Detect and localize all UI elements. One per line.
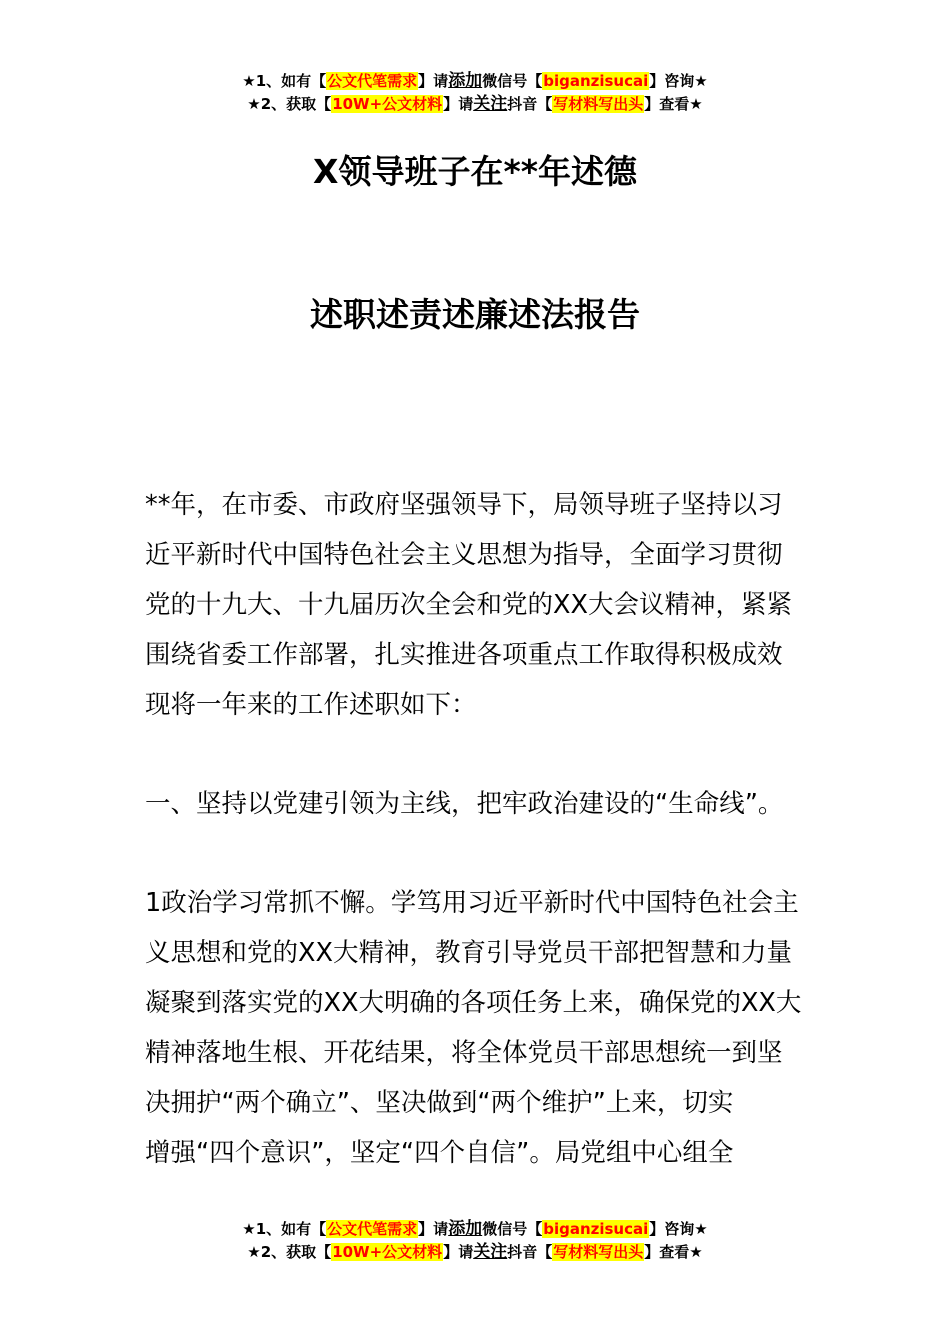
- banner-line-1: [0, 1218, 950, 1241]
- banner-text: ★2、获取【: [247, 95, 332, 113]
- paragraph-line: 党的十九大、十九届历次全会和党的XX大会议精神，紧紧: [145, 590, 792, 620]
- banner-text-add: 添加: [448, 1219, 483, 1239]
- bottom-banner: [0, 1218, 950, 1264]
- paragraph-line: 凝聚到落实党的XX大明确的各项任务上来，确保党的XX大: [145, 988, 802, 1018]
- highlight-wechat-id: biganzisucai: [543, 1220, 649, 1238]
- highlight-materials: 10W+公文材料: [332, 1243, 443, 1261]
- highlight-wechat-id: biganzisucai: [543, 72, 649, 90]
- paragraph-line: 决拥护“两个确立”、坚决做到“两个维护”上来，切实: [145, 1088, 734, 1118]
- banner-text: 微信号【: [482, 72, 543, 90]
- banner-line-2: [0, 1241, 950, 1264]
- highlight-materials: 10W+公文材料: [332, 95, 443, 113]
- highlight-writing-service: 公文代笔需求: [327, 1220, 418, 1238]
- paragraph-line: 义思想和党的XX大精神，教育引导党员干部把智慧和力量: [145, 938, 792, 968]
- highlight-douyin-account: 写材料写出头: [553, 1243, 644, 1261]
- item-1-paragraph: [145, 878, 810, 1178]
- paragraph-line: 近平新时代中国特色社会主义思想为指导，全面学习贯彻: [145, 540, 783, 570]
- banner-text: 】查看★: [644, 1243, 703, 1261]
- highlight-douyin-account: 写材料写出头: [553, 95, 644, 113]
- banner-text: ★1、如有【: [242, 72, 327, 90]
- intro-paragraph: [145, 480, 810, 730]
- banner-text: 】请: [443, 1243, 474, 1261]
- paragraph-line: 1政治学习常抓不懈。学笃用习近平新时代中国特色社会主: [145, 888, 799, 918]
- document-title-line-2: 述职述责述廉述法报告: [310, 295, 640, 334]
- banner-text: 抖音【: [507, 1243, 553, 1261]
- paragraph-line: 精神落地生根、开花结果，将全体党员干部思想统一到坚: [145, 1038, 783, 1068]
- paragraph-line: 现将一年来的工作述职如下：: [145, 690, 477, 720]
- banner-text: ★2、获取【: [247, 1243, 332, 1261]
- top-banner: [0, 70, 950, 116]
- document-title-line-1: X领导班子在**年述德: [313, 152, 637, 191]
- section-heading-1: 一、坚持以党建引领为主线，把牢政治建设的“生命线”。: [145, 789, 784, 819]
- paragraph-line: **年，在市委、市政府坚强领导下，局领导班子坚持以习: [145, 490, 783, 520]
- highlight-writing-service: 公文代笔需求: [327, 72, 418, 90]
- banner-text: 】请: [443, 95, 474, 113]
- paragraph-line: 增强“四个意识”，坚定“四个自信”。局党组中心组全: [145, 1138, 734, 1168]
- banner-text: 】请: [418, 1220, 449, 1238]
- banner-text: 】咨询★: [649, 1220, 708, 1238]
- banner-text-follow: 关注: [473, 94, 508, 114]
- banner-text: 】咨询★: [649, 72, 708, 90]
- banner-text-add: 添加: [448, 71, 483, 91]
- paragraph-line: 围绕省委工作部署，扎实推进各项重点工作取得积极成效: [145, 640, 783, 670]
- banner-text: 抖音【: [507, 95, 553, 113]
- banner-text-follow: 关注: [473, 1242, 508, 1262]
- banner-line-1: [0, 70, 950, 93]
- banner-text: 】查看★: [644, 95, 703, 113]
- banner-text: ★1、如有【: [242, 1220, 327, 1238]
- banner-text: 】请: [418, 72, 449, 90]
- banner-text: 微信号【: [482, 1220, 543, 1238]
- banner-line-2: [0, 93, 950, 116]
